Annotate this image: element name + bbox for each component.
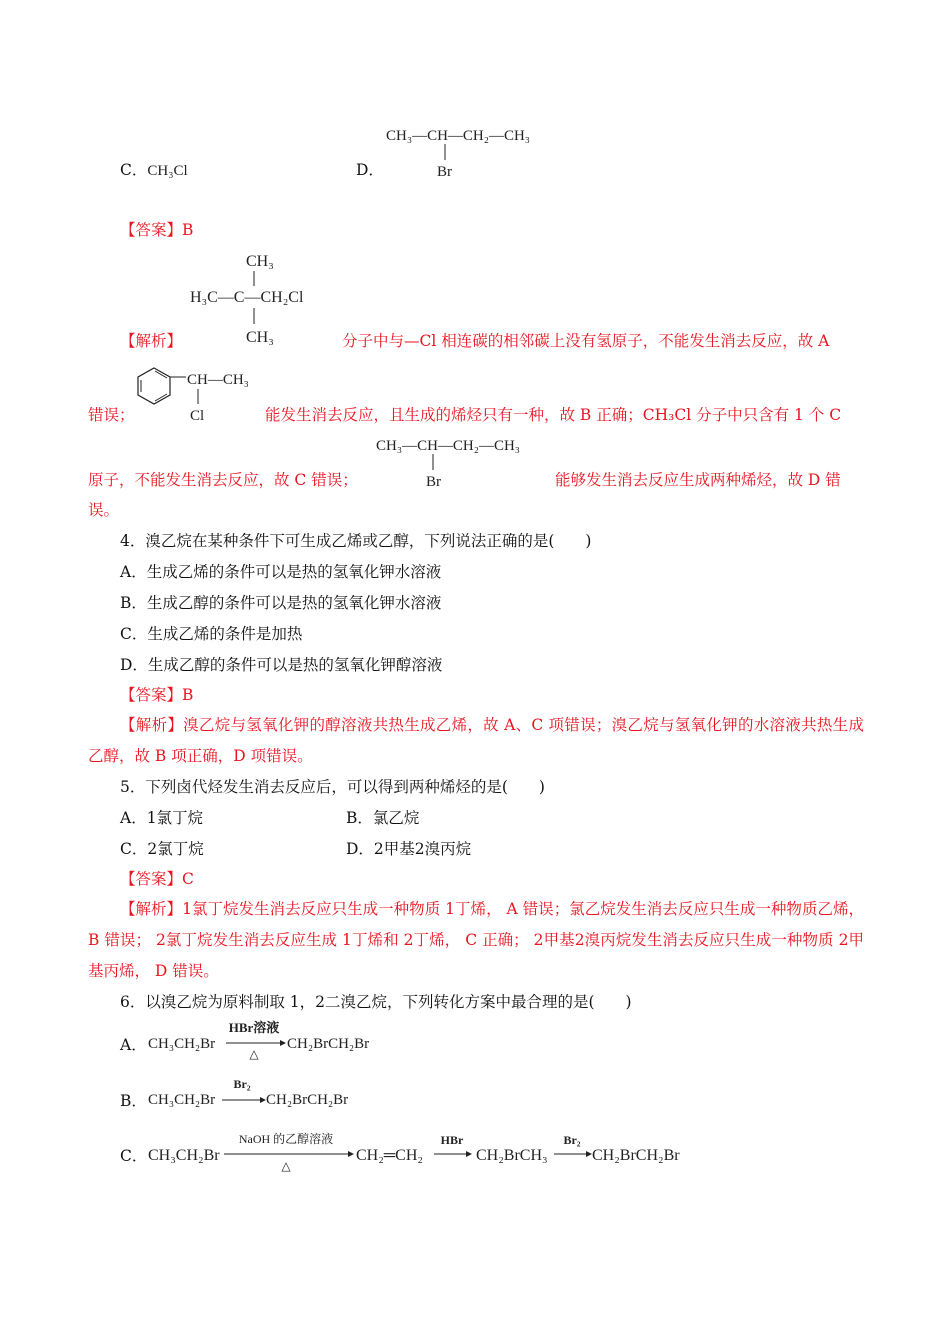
q6-option-b-reagent: Br₂	[233, 1077, 251, 1091]
q3-structure-d-main: CH₃—CH—CH₂—CH₃	[376, 438, 521, 454]
q4-analysis	[88, 710, 864, 772]
q5-option-c: C．2氯丁烷	[120, 840, 204, 858]
q5-analysis	[88, 894, 864, 987]
q3-analysis-line4: 误。	[88, 501, 120, 519]
q3-structure-a-bottom: CH₃	[246, 329, 274, 346]
q6-option-a-condition: △	[249, 1047, 259, 1061]
q3-option-d-structure	[380, 118, 580, 182]
q6-option-c-step1-substance: CH₃CH₂Br	[148, 1147, 220, 1164]
q3-analysis-line1: 分子中与—Cl 相连碳的相邻碳上没有氢原子，不能发生消去反应，故 A	[342, 332, 830, 350]
q4-option-c: C．生成乙烯的条件是加热	[120, 625, 303, 643]
q4-answer-value: B	[182, 686, 194, 704]
q3-option-d-label: D．	[356, 161, 384, 179]
q4-analysis-label: 【解析】	[120, 716, 184, 734]
q3-option-c-label: C．	[120, 161, 148, 179]
q5-answer-label: 【答案】	[120, 870, 183, 888]
q3-structure-d	[370, 428, 560, 492]
q6-option-c-arrow3	[552, 1130, 592, 1164]
q6-option-a-label: A．	[120, 1036, 147, 1054]
q6-option-b-product: CH₂BrCH₂Br	[266, 1092, 349, 1108]
arrow-head-icon	[280, 1040, 286, 1046]
q3-structure-b-chain: CH—CH₃	[187, 372, 249, 388]
q6-option-a-reactant: CH₃CH₂Br	[148, 1036, 216, 1052]
q3-analysis-label: 【解析】	[120, 332, 183, 350]
q5-option-b: B．氯乙烷	[346, 809, 420, 827]
q4-option-b: B．生成乙醇的条件可以是热的氢氧化钾水溶液	[120, 594, 442, 612]
q3-structure-a-main: H₃C—C—CH₂Cl	[190, 289, 304, 306]
q5-analysis-text: 1氯丁烷发生消去反应只生成一种物质 1丁烯， A 错误；氯乙烷发生消去反应只生成一种物质乙烯， B 错误； 2氯丁烷发生消去反应生成 1丁烯和 2丁烯， C 正确； 2甲基2溴丙烷发生消去反应只生成一种物质 2甲基丙烯， D 错误。	[88, 900, 864, 980]
q4-analysis-text: 溴乙烷与氢氧化钾的醇溶液共热生成乙烯，故 A、C 项错误；溴乙烷与氢氧化钾的水溶液共热生成乙醇，故 B 项正确，D 项错误。	[88, 716, 864, 765]
arrow-head-icon	[348, 1151, 354, 1157]
q5-answer	[120, 864, 194, 895]
q4-stem: 4．溴乙烷在某种条件下可生成乙烯或乙醇，下列说法正确的是( )	[120, 532, 592, 550]
arrow-head-icon	[466, 1151, 472, 1157]
q3-structure-a	[186, 244, 346, 350]
q5-answer-value: C	[182, 870, 194, 888]
q6-option-c-arrow2	[432, 1130, 472, 1164]
q6-option-c-label: C．	[120, 1147, 148, 1165]
q6-option-c-reagent1: NaOH 的乙醇溶液	[238, 1132, 334, 1146]
q3-answer-label: 【答案】	[120, 221, 183, 239]
q5-option-d: D．2甲基2溴丙烷	[346, 840, 472, 858]
q6-option-c-step2-substance: CH₂═CH₂	[356, 1147, 423, 1164]
q6-option-a-product: CH₂BrCH₂Br	[287, 1036, 370, 1052]
q4-option-a: A．生成乙烯的条件可以是热的氢氧化钾水溶液	[120, 563, 442, 581]
q3-structure-b-substituent: Cl	[190, 408, 205, 424]
q6-stem: 6．以溴乙烷为原料制取 1，2二溴乙烷，下列转化方案中最合理的是( )	[120, 993, 632, 1011]
q6-option-b-label: B．	[120, 1092, 147, 1110]
q3-structure-a-top: CH₃	[246, 253, 274, 270]
q3-option-c	[120, 155, 188, 187]
q3-option-d-main-chain: CH₃—CH—CH₂—CH₃	[386, 128, 531, 144]
q3-analysis-line3a: 原子，不能发生消去反应，故 C 错误；	[88, 471, 358, 489]
q6-option-b-arrow	[220, 1074, 266, 1108]
q4-answer-label: 【答案】	[120, 686, 183, 704]
q6-option-b-reactant: CH₃CH₂Br	[148, 1092, 216, 1108]
q3-answer	[120, 215, 193, 246]
q5-analysis-label: 【解析】	[120, 900, 183, 918]
q3-structure-d-substituent: Br	[426, 474, 441, 490]
q3-analysis-line3b: 能够发生消去反应生成两种烯烃，故 D 错	[555, 471, 841, 489]
q3-option-d-substituent: Br	[437, 164, 452, 180]
q5-stem: 5．下列卤代烃发生消去反应后，可以得到两种烯烃的是( )	[120, 778, 545, 796]
q3-analysis-line2b: 能发生消去反应，且生成的烯烃只有一种，故 B 正确；CH₃Cl 分子中只含有 1 个 C	[265, 406, 842, 424]
q3-analysis-line2a: 错误；	[88, 406, 135, 424]
q3-answer-value: B	[182, 221, 194, 239]
q6-option-c-reagent3: Br₂	[563, 1133, 581, 1147]
q3-option-c-formula: CH₃Cl	[147, 163, 188, 179]
q4-option-d: D．生成乙醇的条件可以是热的氢氧化钾醇溶液	[120, 656, 443, 674]
q6-option-c-reagent2: HBr	[440, 1133, 464, 1147]
q6-option-a-reagent: HBr溶液	[228, 1020, 280, 1035]
q6-option-c-condition1: △	[281, 1159, 291, 1173]
q5-option-a: A．1氯丁烷	[120, 809, 204, 827]
q6-option-a-arrow	[222, 1016, 286, 1062]
q4-answer	[120, 680, 193, 711]
q6-option-c-arrow1	[222, 1128, 354, 1174]
q6-option-c-step4-substance: CH₂BrCH₂Br	[592, 1147, 680, 1164]
benzene-ring-icon	[138, 368, 170, 404]
q3-structure-b	[130, 358, 270, 428]
q6-option-c-step3-substance: CH₂BrCH₃	[476, 1147, 548, 1164]
